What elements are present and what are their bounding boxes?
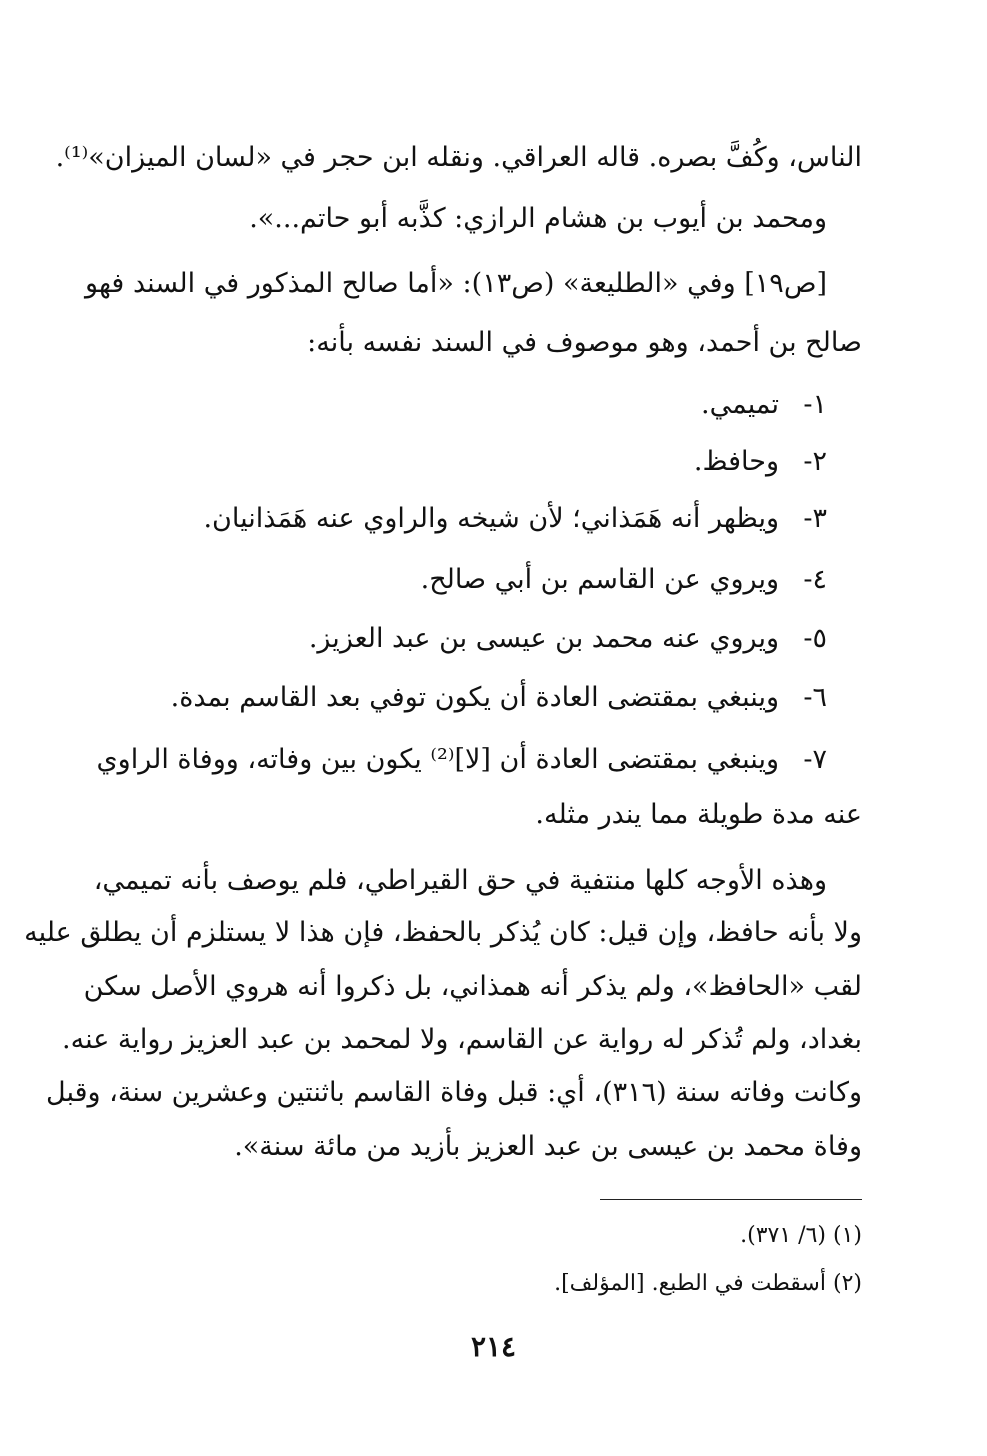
body-line-1: الناس، وكُفَّ بصره. قاله العراقي. ونقله ابن حجر في «لسان الميزان»⁽¹⁾. — [55, 142, 862, 173]
footnote-text: (٦/ ٣٧١). — [740, 1223, 826, 1248]
page-number: ٢١٤ — [470, 1330, 517, 1363]
list-text: ويظهر أنه هَمَذاني؛ لأن شيخه والراوي عنه هَمَذانيان. — [203, 503, 779, 534]
list-number: ٧- — [803, 744, 827, 775]
list-number: ١- — [803, 389, 827, 420]
footnote-1 — [740, 1220, 862, 1252]
list-text: ويروي عنه محمد بن عيسى بن عبد العزيز. — [308, 623, 779, 654]
list-number: ٣- — [803, 503, 827, 534]
footnote-2 — [554, 1268, 862, 1300]
list-item-7 — [97, 740, 827, 780]
footnote-separator — [600, 1199, 862, 1200]
list-text: وينبغي بمقتضى العادة أن [لا]⁽²⁾ يكون بين وفاته، ووفاة الراوي — [96, 744, 779, 775]
body-line-3: [ص١٩] وفي «الطليعة» (ص١٣): «أما صالح المذكور في السند فهو — [85, 268, 827, 299]
list-number: ٤- — [803, 564, 827, 595]
list-item-5 — [309, 619, 827, 659]
list-text: وينبغي بمقتضى العادة أن يكون توفي بعد القاسم بمدة. — [170, 682, 779, 713]
body-line-4: صالح بن أحمد، وهو موصوف في السند نفسه بأنه: — [307, 327, 862, 358]
para2-line-2: ولا بأنه حافظ، وإن قيل: كان يُذكر بالحفظ، فإن هذا لا يستلزم أن يطلق عليه — [24, 917, 862, 948]
list-number: ٥- — [803, 623, 827, 654]
body-line-2: ومحمد بن أيوب بن هشام الرازي: كذَّبه أبو حاتم...». — [249, 203, 827, 234]
footnote-marker: (٢) — [832, 1271, 862, 1296]
list-item-4 — [421, 560, 827, 600]
body-line-12: عنه مدة طويلة مما يندر مثله. — [535, 799, 862, 830]
list-text: تميمي. — [701, 389, 779, 420]
para2-line-4: بغداد، ولم تُذكر له رواية عن القاسم، ولا لمحمد بن عبد العزيز رواية عنه. — [62, 1024, 862, 1055]
list-item-1 — [701, 385, 827, 425]
footnote-marker: (١) — [832, 1223, 862, 1248]
list-number: ٢- — [803, 446, 827, 477]
list-item-2 — [694, 442, 827, 482]
para2-line-1: وهذه الأوجه كلها منتفية في حق القيراطي، فلم يوصف بأنه تميمي، — [93, 865, 827, 896]
para2-line-3: لقب «الحافظ»، ولم يذكر أنه همذاني، بل ذكروا أنه هروي الأصل سكن — [83, 971, 862, 1002]
list-text: وحافظ. — [693, 446, 779, 477]
para2-line-6: وفاة محمد بن عيسى بن عبد العزيز بأزيد من مائة سنة». — [234, 1131, 862, 1162]
list-item-6 — [171, 678, 827, 718]
para2-line-5: وكانت وفاته سنة (٣١٦)، أي: قبل وفاة القاسم باثنتين وعشرين سنة، وقبل — [46, 1077, 862, 1108]
list-text: ويروي عن القاسم بن أبي صالح. — [420, 564, 779, 595]
footnote-text: أسقطت في الطبع. [المؤلف]. — [554, 1271, 826, 1296]
list-number: ٦- — [803, 682, 827, 713]
list-item-3 — [203, 499, 827, 539]
